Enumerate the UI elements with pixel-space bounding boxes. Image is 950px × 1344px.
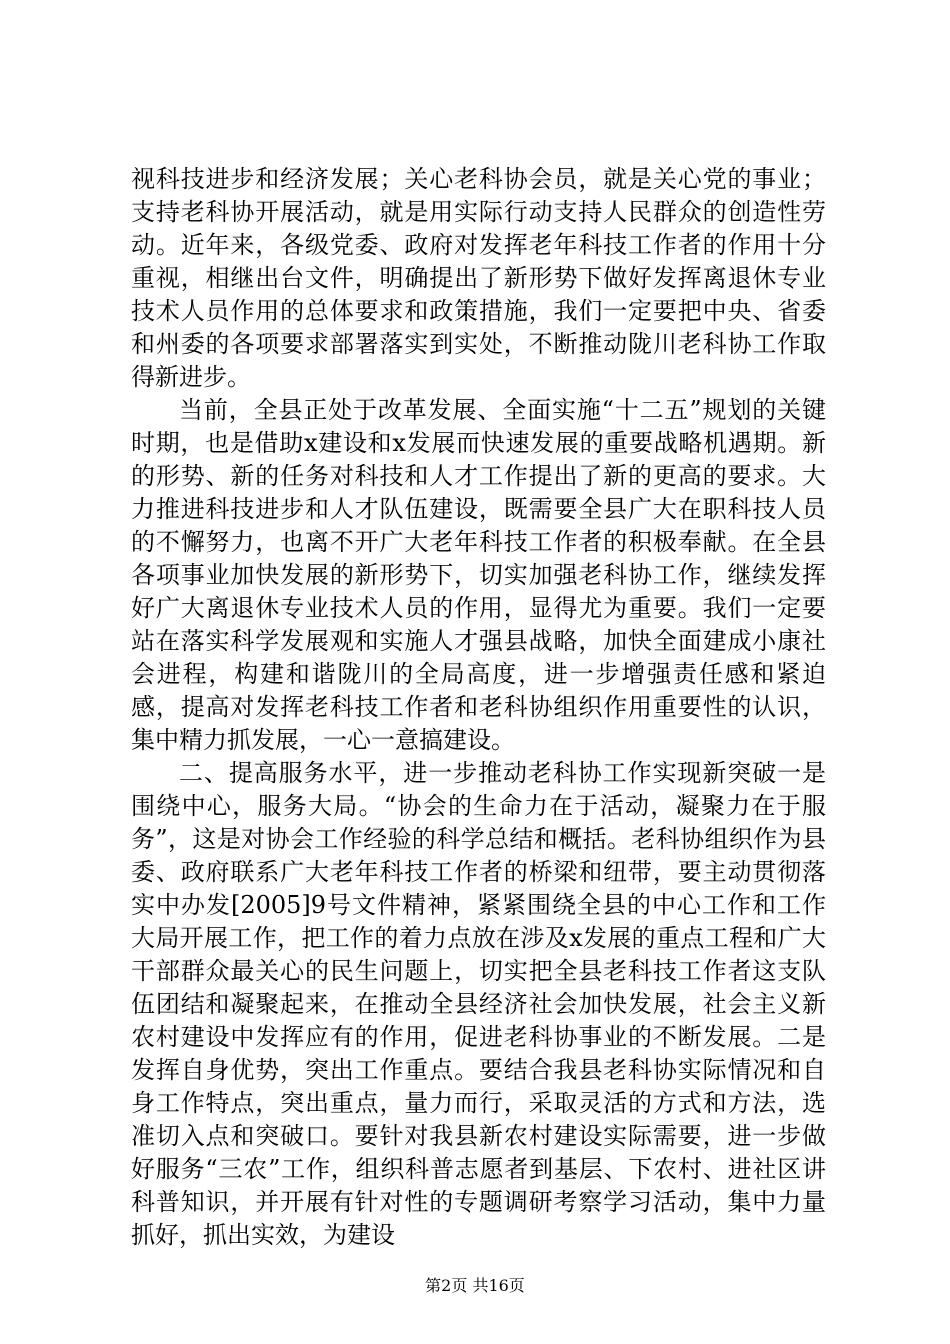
paragraph-1: 视科技进步和经济发展；关心老科协会员，就是关心党的事业；支持老科协开展活动，就是用实际行动支持人民群众的创造性劳动。近年来，各级党委、政府对发挥老年科技工作者的作用十分重视，相继出台文件，明确提出了新形势下做好发挥离退休专业技术人员作用的总体要求和政策措施，我们一定要把中央、省委和州委的各项要求部署落实到实处，不断推动陇川老科协工作取得新进步。 — [131, 165, 826, 391]
document-body — [131, 163, 826, 1252]
page-footer: 第2页 共16页 — [425, 1276, 525, 1295]
paragraph-3: 二、提高服务水平，进一步推动老科协工作实现新突破一是围绕中心，服务大局。“协会的生命力在于活动，凝聚力在于服务”，这是对协会工作经验的科学总结和概括。老科协组织作为县委、政府联系广大老年科技工作者的桥梁和纽带，要主动贯彻落实中办发[2005]9号文件精神，紧紧围绕全县的中心工作和工作大局开展工作，把工作的着力点放在涉及x发展的重点工程和广大干部群众最关心的民生问题上，切实把全县老科技工作者这支队伍团结和凝聚起来，在推动全县经济社会加快发展，社会主义新农村建设中发挥应有的作用，促进老科协事业的不断发展。二是发挥自身优势，突出工作重点。要结合我县老科协实际情况和自身工作特点，突出重点，量力而行，采取灵活的方式和方法，选准切入点和突破口。要针对我县新农村建设实际需要，进一步做好服务“三农”工作，组织科普志愿者到基层、下农村、进社区讲科普知识，并开展有针对性的专题调研考察学习活动，集中力量抓好，抓出实效，为建设 — [131, 759, 826, 1249]
paragraph-2: 当前，全县正处于改革发展、全面实施“十二五”规划的关键时期，也是借助x建设和x发展而快速发展的重要战略机遇期。新的形势、新的任务对科技和人才工作提出了新的更高的要求。大力推进科技进步和人才队伍建设，既需要全县广大在职科技人员的不懈努力，也离不开广大老年科技工作者的积极奉献。在全县各项事业加快发展的新形势下，切实加强老科协工作，继续发挥好广大离退休专业技术人员的作用，显得尤为重要。我们一定要站在落实科学发展观和实施人才强县战略，加快全面建成小康社会进程，构建和谐陇川的全局高度，进一步增强责任感和紧迫感，提高对发挥老科技工作者和老科协组织作用重要性的认识，集中精力抓发展，一心一意搞建设。 — [131, 396, 826, 754]
